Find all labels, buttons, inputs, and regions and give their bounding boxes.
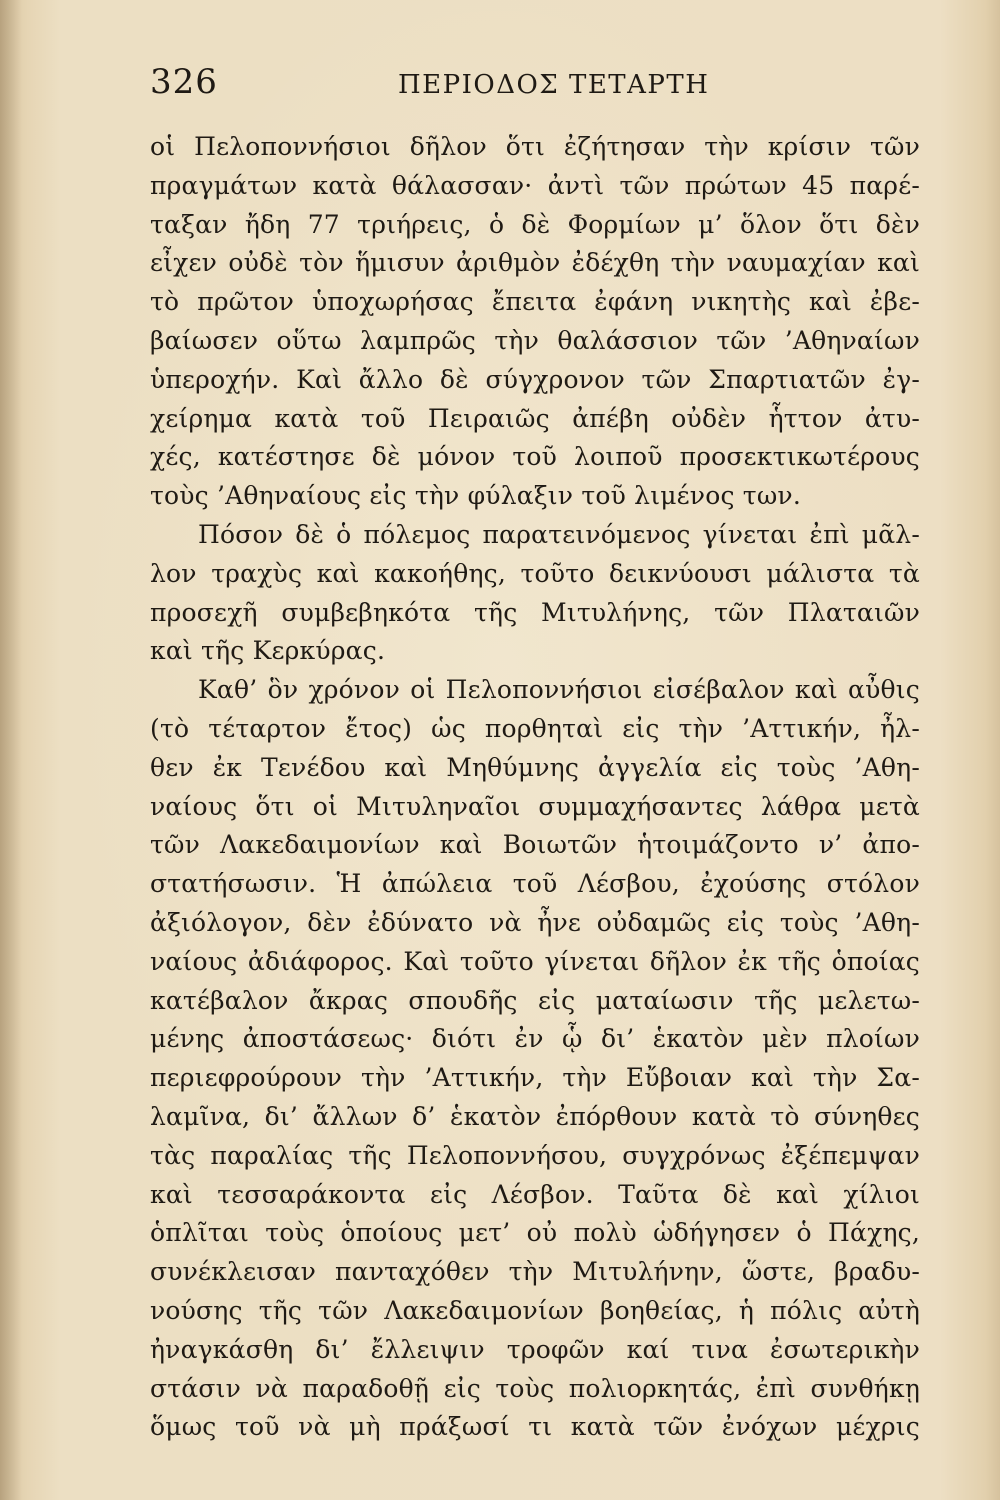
- page-gutter-shadow: [0, 0, 22, 1500]
- text-line: νούσης τῆς τῶν Λακεδαιμονίων βοηθείας, ἡ πόλις αὐτὴ: [150, 1295, 920, 1325]
- text-line: λαμῖνα, δι’ ἄλλων δ’ ἑκατὸν ἐπόρθουν κατὰ τὸ σύνηθες: [150, 1101, 920, 1131]
- text-line: ἀξιόλογον, δὲν ἐδύνατο νὰ ἦνε οὐδαμῶς εἰς τοὺς ’Αθη-: [150, 907, 920, 937]
- text-line: συνέκλεισαν πανταχόθεν τὴν Μιτυλήνην, ὥστε, βραδυ-: [150, 1257, 920, 1287]
- text-line: βαίωσεν οὕτω λαμπρῶς τὴν θαλάσσιον τῶν ’Αθηναίων: [150, 325, 920, 355]
- text-line: προσεχῆ συμβεβηκότα τῆς Μιτυλήνης, τῶν Πλαταιῶν: [150, 597, 920, 627]
- text-line: ἠναγκάσθη δι’ ἔλλειψιν τροφῶν καί τινα ἐσωτερικὴν: [150, 1334, 920, 1364]
- text-line: στατήσωσιν. Ἡ ἀπώλεια τοῦ Λέσβου, ἐχούσης στόλον: [150, 869, 920, 899]
- text-line: ναίους ὅτι οἱ Μιτυληναῖοι συμμαχήσαντες λάθρα μετὰ: [150, 791, 920, 821]
- text-line: λον τραχὺς καὶ κακοήθης, τοῦτο δεικνύουσι μάλιστα τὰ: [150, 558, 920, 588]
- text-line: πραγμάτων κατὰ θάλασσαν· ἀντὶ τῶν πρώτων 45 παρέ-: [150, 170, 920, 200]
- text-line: καὶ τῆς Κερκύρας.: [150, 636, 386, 666]
- text-line: τοὺς ’Αθηναίους εἰς τὴν φύλαξιν τοῦ λιμένος των.: [150, 481, 801, 511]
- text-line: ὅμως τοῦ νὰ μὴ πράξωσί τι κατὰ τῶν ἐνόχων μέχρις: [150, 1412, 920, 1442]
- text-line: μένης ἀποστάσεως· διότι ἐν ᾧ δι’ ἑκατὸν μὲν πλοίων: [150, 1024, 920, 1054]
- page-number: 326: [150, 62, 218, 102]
- text-line: κατέβαλον ἄκρας σπουδῆς εἰς ματαίωσιν τῆς μελετω-: [150, 985, 920, 1015]
- paragraph-first-line: Πόσον δὲ ὁ πόλεμος παρατεινόμενος γίνεται ἐπὶ μᾶλ-: [198, 519, 920, 549]
- text-line: ὑπεροχήν. Καὶ ἄλλο δὲ σύγχρονον τῶν Σπαρτιατῶν ἐγ-: [150, 364, 920, 394]
- text-line: τῶν Λακεδαιμονίων καὶ Βοιωτῶν ἡτοιμάζοντο ν’ ἀπο-: [150, 830, 920, 860]
- text-line: ταξαν ἤδη 77 τριήρεις, ὁ δὲ Φορμίων μ’ ὅλον ὅτι δὲν: [150, 209, 920, 239]
- running-title: ΠΕΡΙΟΔΟΣ ΤΕΤΑΡΤΗ: [398, 70, 710, 100]
- text-line: στάσιν νὰ παραδοθῇ εἰς τοὺς πολιορκητάς, ἐπὶ συνθήκῃ: [150, 1373, 920, 1403]
- paragraph-first-line: Καθ’ ὃν χρόνον οἱ Πελοποννήσιοι εἰσέβαλον καὶ αὖθις: [198, 675, 920, 705]
- body-text: [150, 128, 920, 1442]
- text-line: τὰς παραλίας τῆς Πελοποννήσου, συγχρόνως ἐξέπεμψαν: [150, 1140, 920, 1170]
- text-line: περιεφρούρουν τὴν ’Αττικήν, τὴν Εὔβοιαν καὶ τὴν Σα-: [150, 1063, 920, 1093]
- running-head: [150, 62, 920, 122]
- text-line: (τὸ τέταρτον ἔτος) ὡς πορθηταὶ εἰς τὴν ’Αττικήν, ἦλ-: [150, 713, 920, 743]
- text-line: οἱ Πελοποννήσιοι δῆλον ὅτι ἐζήτησαν τὴν κρίσιν τῶν: [150, 132, 920, 161]
- text-line: ναίους ἀδιάφορος. Καὶ τοῦτο γίνεται δῆλον ἐκ τῆς ὁποίας: [150, 946, 920, 976]
- text-line: τὸ πρῶτον ὑποχωρήσας ἔπειτα ἐφάνη νικητὴς καὶ ἐβε-: [150, 287, 920, 317]
- text-line: χές, κατέστησε δὲ μόνον τοῦ λοιποῦ προσεκτικωτέρους: [150, 442, 920, 472]
- text-line: καὶ τεσσαράκοντα εἰς Λέσβον. Ταῦτα δὲ καὶ χίλιοι: [150, 1179, 920, 1209]
- text-line: ὁπλῖται τοὺς ὁποίους μετ’ οὐ πολὺ ὡδήγησεν ὁ Πάχης,: [150, 1218, 920, 1248]
- text-line: εἶχεν οὐδὲ τὸν ἥμισυν ἀριθμὸν ἐδέχθη τὴν ναυμαχίαν καὶ: [150, 248, 920, 278]
- text-line: χείρημα κατὰ τοῦ Πειραιῶς ἀπέβη οὐδὲν ἧττον ἀτυ-: [150, 403, 920, 433]
- text-line: θεν ἐκ Τενέδου καὶ Μηθύμνης ἀγγελία εἰς τοὺς ’Αθη-: [150, 752, 920, 782]
